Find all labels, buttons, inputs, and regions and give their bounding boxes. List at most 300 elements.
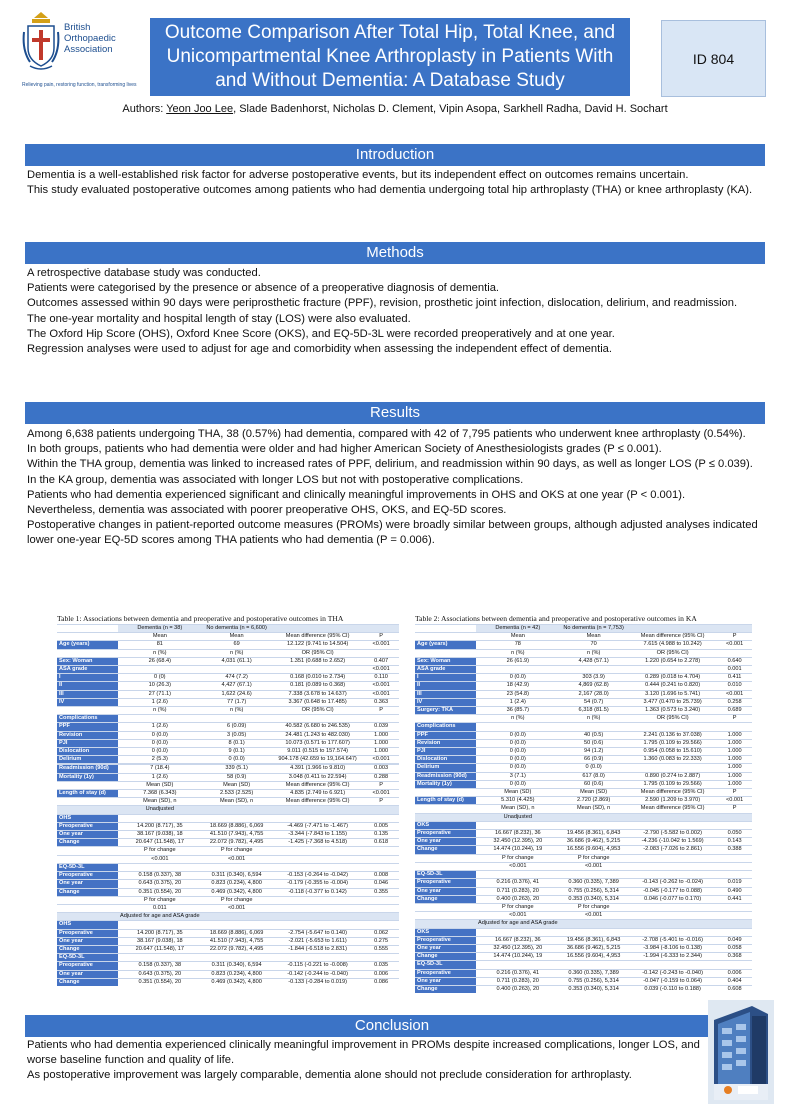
table-cell: <0.001 <box>364 641 399 649</box>
table-cell: n (%) <box>118 707 202 715</box>
table-cell: P <box>364 798 399 806</box>
table-cell: 0 (0.0) <box>118 748 202 756</box>
table-cell: -1.994 (-6.333 to 2.344) <box>628 953 718 961</box>
table-cell: 0.444 (0.241 to 0.820) <box>628 682 718 690</box>
table-cell: 0.135 <box>364 831 399 839</box>
table-cell <box>118 954 202 962</box>
table-cell <box>364 921 399 929</box>
table-cell: 0.005 <box>364 822 399 830</box>
table-cell <box>476 821 560 829</box>
table-cell <box>118 666 202 674</box>
table-row <box>415 633 752 641</box>
table-cell: Length of stay (d) <box>57 790 118 798</box>
table-cell <box>628 928 718 936</box>
table-cell: ASA grade <box>415 666 476 674</box>
results-line: Patients who had dementia experienced significant and clinically meaningful improvements in OHS and OKS at one year (P < 0.001). <box>27 488 686 501</box>
table-row <box>57 625 399 633</box>
table-cell: 1.363 (0.573 to 3.240) <box>628 707 718 715</box>
table-cell: Preoperative <box>57 929 118 937</box>
table-row <box>57 690 399 698</box>
table-cell <box>202 913 272 921</box>
table-cell: 8 (0.1) <box>202 739 272 747</box>
table-cell: 69 <box>202 641 272 649</box>
table-cell <box>364 904 399 912</box>
table-cell: -2.790 (-5.582 to 0.002) <box>628 830 718 838</box>
table-cell: 0 (0.0) <box>476 748 560 756</box>
table-cell: OR (95% CI) <box>272 707 364 715</box>
table-cell: 0 (0.0) <box>202 756 272 764</box>
conclusion-line: As postoperative improvement was largely comparable, dementia alone should not preclude consideration for arthroplasty. <box>27 1069 632 1082</box>
table-cell: -0.179 (-0.355 to -0.004) <box>272 880 364 888</box>
table-cell: 16.667 (8.232), 36 <box>476 936 560 944</box>
table-cell: 0.006 <box>364 970 399 978</box>
table-2 <box>415 614 752 993</box>
table-row <box>415 707 752 715</box>
table-cell: n (%) <box>476 715 560 723</box>
boa-logo <box>22 10 140 94</box>
table-cell: Mean difference (95% CI) <box>628 805 718 813</box>
table-cell: 78 <box>476 641 560 649</box>
table-cell <box>718 649 752 657</box>
table-cell: 0.355 <box>364 888 399 896</box>
table-cell: 36.686 (9.462), 5,215 <box>560 838 628 846</box>
table-cell: 0 (0.0) <box>118 731 202 739</box>
table-cell <box>202 954 272 962</box>
table-cell <box>415 649 476 657</box>
methods-line: The Oxford Hip Score (OHS), Oxford Knee Score (OKS), and EQ-5D-3L were recorded preoperatively and at one year. <box>27 327 615 340</box>
table-cell <box>718 854 752 862</box>
table-cell: 32.450 (12.395), 20 <box>476 944 560 952</box>
table-cell <box>560 961 628 969</box>
table-cell <box>476 871 560 879</box>
table-cell: 0.490 <box>718 887 752 895</box>
table-cell: Mean difference (95% CI) <box>272 633 364 641</box>
table-cell: 1.000 <box>718 756 752 764</box>
table-cell: 9 (0.1) <box>202 748 272 756</box>
table-cell <box>560 723 628 731</box>
table-cell: 40.582 (6.680 to 246.535) <box>272 723 364 731</box>
table-cell <box>118 715 202 723</box>
table-cell: Preoperative <box>415 879 476 887</box>
table-1-caption: Table 1: Associations between dementia and preoperative and postoperative outcomes in THA <box>57 614 344 623</box>
table-cell: 0.890 (0.274 to 2.887) <box>628 772 718 780</box>
table-cell: 14.474 (10.244), 19 <box>476 846 560 854</box>
table-cell: 19.456 (8.361), 6,843 <box>560 830 628 838</box>
table-cell: 0.353 (0.340), 5,314 <box>560 985 628 993</box>
table-row <box>57 798 399 806</box>
table-cell <box>718 903 752 911</box>
table-cell: 0.755 (0.256), 5,314 <box>560 977 628 985</box>
results-heading: Results <box>25 402 765 424</box>
table-cell <box>718 928 752 936</box>
table-cell: OR (95% CI) <box>272 649 364 657</box>
table-cell: Length of stay (d) <box>415 797 476 805</box>
table-cell: Mean (SD), n <box>476 805 560 813</box>
table-cell: 1.360 (0.083 to 22.333) <box>628 756 718 764</box>
table-cell: 0.363 <box>364 698 399 706</box>
table-row <box>57 888 399 896</box>
table-row <box>57 666 399 674</box>
table-cell <box>272 625 364 633</box>
table-cell: III <box>415 690 476 698</box>
table-cell: 0.216 (0.376), 41 <box>476 969 560 977</box>
table-cell: 0.368 <box>718 953 752 961</box>
table-cell: PPF <box>415 731 476 739</box>
table-row <box>57 773 399 781</box>
table-cell: 3.120 (1.696 to 5.741) <box>628 690 718 698</box>
table-cell <box>364 863 399 871</box>
table-cell: -3.984 (-8.106 to 0.138) <box>628 944 718 952</box>
results-line: Postoperative changes in patient-reported outcome measures (PROMs) were broadly similar between groups, although adjusted analyses indicated lower one-year EQ-5D scores among THA patients who had dementia (P = 0.006). <box>27 519 758 547</box>
table-cell: 54 (0.7) <box>560 698 628 706</box>
table-cell: Mortality (1y) <box>415 780 476 788</box>
table-row <box>415 657 752 665</box>
table-row <box>415 928 752 936</box>
authors-label: Authors: <box>122 103 164 115</box>
table-row <box>57 872 399 880</box>
table-row <box>415 985 752 993</box>
table-cell: 0.158 (0.337), 38 <box>118 962 202 970</box>
table-row <box>57 962 399 970</box>
logo-tagline: Relieving pain, restoring function, transforming lives <box>22 82 137 88</box>
table-cell <box>628 821 718 829</box>
table-row <box>415 953 752 961</box>
table-cell: 0.469 (0.342), 4,800 <box>202 978 272 986</box>
table-cell <box>57 625 118 633</box>
table-cell: 2,167 (28.0) <box>560 690 628 698</box>
table-cell <box>272 913 364 921</box>
table-cell: PJI <box>415 748 476 756</box>
table-cell: -2.021 (-5.653 to 1.611) <box>272 937 364 945</box>
methods-line: Patients were categorised by the presence or absence of a preoperative diagnosis of dementia. <box>27 282 500 295</box>
table-row <box>415 936 752 944</box>
table-cell <box>415 805 476 813</box>
table-cell: 22.072 (9.782), 4,495 <box>202 839 272 847</box>
table-cell <box>57 781 118 789</box>
table-cell: Mean (SD) <box>202 781 272 789</box>
methods-line: The one-year mortality and hospital length of stay (LOS) were also evaluated. <box>27 312 411 325</box>
table-cell: 20.647 (11.548), 17 <box>118 839 202 847</box>
table-cell: P for change <box>118 896 202 904</box>
table-cell: Complications <box>415 723 476 731</box>
table-cell: -0.118 (-0.377 to 0.142) <box>272 888 364 896</box>
table-cell: Mean <box>118 633 202 641</box>
table-cell: P for change <box>202 896 272 904</box>
table-cell <box>272 806 364 814</box>
table-cell: 2 (5.3) <box>118 756 202 764</box>
table-row <box>57 781 399 789</box>
table-row <box>57 641 399 649</box>
table-cell <box>718 862 752 870</box>
table-cell: 0.640 <box>718 657 752 665</box>
table-cell: 0.288 <box>364 773 399 781</box>
table-row <box>57 822 399 830</box>
table-cell: <0.001 <box>202 855 272 863</box>
table-cell <box>57 649 118 657</box>
table-cell: 9.011 (0.515 to 157.574) <box>272 748 364 756</box>
table-cell <box>628 854 718 862</box>
table-cell: P <box>718 633 752 641</box>
table-cell: 3 (7.1) <box>476 772 560 780</box>
table-row <box>57 913 399 921</box>
table-cell: 7.338 (3.678 to 14.637) <box>272 690 364 698</box>
table-cell: Age (years) <box>415 641 476 649</box>
methods-line: A retrospective database study was conducted. <box>27 267 261 279</box>
table-row <box>57 970 399 978</box>
table-cell: 0 (0.0) <box>476 756 560 764</box>
table-cell <box>718 912 752 920</box>
table-cell: -1.425 (-7.368 to 4.518) <box>272 839 364 847</box>
table-cell: 1.000 <box>718 780 752 788</box>
table-row <box>415 723 752 731</box>
table-cell: 1.000 <box>718 764 752 772</box>
table-cell <box>272 921 364 929</box>
table-row <box>57 921 399 929</box>
table-cell: 0.608 <box>718 985 752 993</box>
table-cell: <0.001 <box>560 912 628 920</box>
table-cell: 81 <box>118 641 202 649</box>
table-cell: Change <box>57 978 118 986</box>
table-cell: 50 (0.6) <box>560 739 628 747</box>
table-cell <box>202 814 272 822</box>
table-cell: Revision <box>57 731 118 739</box>
table-cell: 3.477 (0.470 to 25.739) <box>628 698 718 706</box>
table-cell: 0.019 <box>718 879 752 887</box>
table-cell: 24.481 (1.243 to 482.030) <box>272 731 364 739</box>
table-cell <box>628 862 718 870</box>
table-cell: 0.954 (0.058 to 15.610) <box>628 748 718 756</box>
table-cell: Adjusted for age and ASA grade <box>120 913 200 920</box>
table-cell: Change <box>415 953 476 961</box>
table-cell <box>560 813 628 821</box>
table-cell: 0.711 (0.283), 20 <box>476 977 560 985</box>
table-cell: n (%) <box>202 707 272 715</box>
introduction-body <box>27 168 765 198</box>
table-cell: 16.667 (8.232), 36 <box>476 830 560 838</box>
table-cell: 6 (0.09) <box>202 723 272 731</box>
table-cell: 0.441 <box>718 895 752 903</box>
table-cell: Mean <box>476 633 560 641</box>
table-cell: -0.142 (-0.243 to -0.040) <box>628 969 718 977</box>
table-cell: Sex: Woman <box>57 657 118 665</box>
table-cell: <0.001 <box>364 682 399 690</box>
table-cell: OKS <box>415 821 476 829</box>
table-cell <box>628 920 718 928</box>
table-cell: 4,869 (62.8) <box>560 682 628 690</box>
table-cell: Change <box>57 888 118 896</box>
table-cell: 0.006 <box>718 969 752 977</box>
table-cell: 1.000 <box>364 731 399 739</box>
table-cell: 41.510 (7.943), 4,755 <box>202 831 272 839</box>
table-row <box>57 954 399 962</box>
table-cell <box>202 666 272 674</box>
conclusion-heading: Conclusion <box>25 1015 759 1037</box>
table-cell <box>718 625 752 633</box>
table-cell: 2.241 (0.136 to 37.038) <box>628 731 718 739</box>
table-cell: Age (years) <box>57 641 118 649</box>
table-cell: Preoperative <box>415 969 476 977</box>
table-cell: 70 <box>560 641 628 649</box>
table-cell: 0.400 (0.263), 20 <box>476 895 560 903</box>
poster-id: ID 804 <box>661 20 766 97</box>
table-cell <box>560 928 628 936</box>
table-row <box>57 945 399 953</box>
table-cell: 1.000 <box>718 739 752 747</box>
table-cell: Surgery: TKA <box>415 707 476 715</box>
logo-wordmark: British Orthopaedic Association <box>64 22 116 55</box>
table-cell: 303 (3.9) <box>560 674 628 682</box>
table-cell: n (%) <box>118 649 202 657</box>
table-cell: 10.073 (0.571 to 177.607) <box>272 739 364 747</box>
table-cell: 474 (7.2) <box>202 674 272 682</box>
table-cell: 1.220 (0.654 to 2.278) <box>628 657 718 665</box>
table-cell: 0.689 <box>718 707 752 715</box>
table-cell: P <box>718 715 752 723</box>
table-cell: 23 (54.8) <box>476 690 560 698</box>
table-cell: P for change <box>476 854 560 862</box>
table-cell: 0.010 <box>718 682 752 690</box>
table-cell: Mean (SD) <box>560 789 628 797</box>
table-cell <box>57 855 118 863</box>
table-row <box>57 839 399 847</box>
table-cell: 0 (0.0) <box>476 731 560 739</box>
table-cell <box>364 649 399 657</box>
table-cell: P for change <box>560 903 628 911</box>
table-cell: Sex: Woman <box>415 657 476 665</box>
table-cell <box>57 798 118 806</box>
table-cell <box>272 896 364 904</box>
results-line: Among 6,638 patients undergoing THA, 38 (0.57%) had dementia, compared with 42 of 7,795 patients who underwent knee arthroplasty (0.54%). <box>27 428 746 440</box>
table-cell <box>415 862 476 870</box>
table-cell: 0 (0) <box>118 674 202 682</box>
table-row <box>57 847 399 855</box>
table-row <box>415 977 752 985</box>
table-cell: 0.181 (0.089 to 0.368) <box>272 682 364 690</box>
table-row <box>57 863 399 871</box>
table-cell: 18.669 (8.886), 6,069 <box>202 929 272 937</box>
table-cell: P <box>364 781 399 789</box>
table-cell: -2.754 (-5.647 to 0.140) <box>272 929 364 937</box>
table-cell: 0.407 <box>364 657 399 665</box>
table-row <box>415 961 752 969</box>
table-cell: Delirium <box>415 764 476 772</box>
table-cell: Mean difference (95% CI) <box>628 789 718 797</box>
table-cell: <0.001 <box>560 862 628 870</box>
table-cell <box>364 814 399 822</box>
authors-line <box>0 103 790 115</box>
table-cell: 0.035 <box>364 962 399 970</box>
table-row <box>415 666 752 674</box>
table-cell: One year <box>415 977 476 985</box>
table-cell: <0.001 <box>118 855 202 863</box>
table-cell: 94 (1.2) <box>560 748 628 756</box>
table-cell <box>628 961 718 969</box>
table-cell: 0.062 <box>364 929 399 937</box>
table-row <box>57 904 399 912</box>
table-cell: <0.001 <box>718 641 752 649</box>
table-cell: 1.351 (0.688 to 2.652) <box>272 657 364 665</box>
table-cell: 7.368 (6.343) <box>118 790 202 798</box>
table-cell: PPF <box>57 723 118 731</box>
table-2-caption: Table 2: Associations between dementia and preoperative and postoperative outcomes in KA <box>415 614 697 623</box>
table-row <box>57 806 399 814</box>
table-cell <box>118 863 202 871</box>
table-cell: IV <box>415 698 476 706</box>
table-cell <box>718 871 752 879</box>
table-row <box>415 625 752 633</box>
table-cell <box>272 954 364 962</box>
table-cell: 3.048 (0.411 to 22.594) <box>272 773 364 781</box>
boa-crest-icon <box>22 10 60 74</box>
table-cell: n (%) <box>560 715 628 723</box>
table-row <box>415 895 752 903</box>
table-cell: n (%) <box>476 649 560 657</box>
table-2-grid <box>415 624 752 993</box>
table-cell: IV <box>57 698 118 706</box>
table-cell: 3.367 (0.648 to 17.485) <box>272 698 364 706</box>
table-row <box>57 682 399 690</box>
table-cell: Mortality (1y) <box>57 773 118 781</box>
table-cell: P for change <box>476 903 560 911</box>
table-cell: -0.142 (-0.244 to -0.040) <box>272 970 364 978</box>
table-cell: 0.755 (0.256), 5,314 <box>560 887 628 895</box>
table-cell: 27 (71.1) <box>118 690 202 698</box>
table-cell: 0.311 (0.340), 6,594 <box>202 962 272 970</box>
table-cell: Change <box>415 895 476 903</box>
table-row <box>415 739 752 747</box>
table-cell: EQ-5D-3L <box>57 954 118 962</box>
table-cell: 0 (0.0) <box>476 674 560 682</box>
table-1 <box>57 614 399 986</box>
table-cell: 0.618 <box>364 839 399 847</box>
table-cell: 0.258 <box>718 698 752 706</box>
table-cell: 1.000 <box>718 748 752 756</box>
table-cell: Preoperative <box>57 822 118 830</box>
table-cell: P for change <box>560 854 628 862</box>
table-cell: 0.823 (0.234), 4,800 <box>202 970 272 978</box>
table-cell: 1.000 <box>364 748 399 756</box>
table-cell: 0.001 <box>718 666 752 674</box>
table-cell: 0.360 (0.335), 7,389 <box>560 879 628 887</box>
table-cell: Mean (SD), n <box>202 798 272 806</box>
table-cell: Complications <box>57 715 118 723</box>
table-cell: -0.143 (-0.262 to -0.024) <box>628 879 718 887</box>
table-cell: Change <box>57 945 118 953</box>
table-cell: One year <box>415 944 476 952</box>
table-cell: -1.844 (-6.518 to 2.831) <box>272 945 364 953</box>
table-cell: Mean difference (95% CI) <box>628 633 718 641</box>
table-cell: II <box>57 682 118 690</box>
table-cell: Mean (SD), n <box>560 805 628 813</box>
table-row <box>415 690 752 698</box>
methods-line: Outcomes assessed within 90 days were periprosthetic fracture (PPF), revision, prosthetic joint infection, dislocation, delirium, and readmission. <box>27 297 738 310</box>
table-cell: 12.122 (9.741 to 14.504) <box>272 641 364 649</box>
table-row <box>57 929 399 937</box>
table-cell: 0.469 (0.342), 4,800 <box>202 888 272 896</box>
table-cell <box>364 954 399 962</box>
table-row <box>57 978 399 986</box>
table-cell: n (%) <box>560 649 628 657</box>
table-cell <box>272 863 364 871</box>
table-cell <box>57 847 118 855</box>
table-cell: <0.001 <box>202 904 272 912</box>
table-cell <box>560 920 628 928</box>
table-cell <box>57 806 118 814</box>
table-cell: 0.168 (0.010 to 2.734) <box>272 674 364 682</box>
table-cell <box>628 871 718 879</box>
table-cell: Mean <box>560 633 628 641</box>
conclusion-line: Patients who had dementia experienced clinically meaningful improvement in PROMs despite increased complications, longer LOS, and worse baseline function and quality of life. <box>27 1039 700 1067</box>
